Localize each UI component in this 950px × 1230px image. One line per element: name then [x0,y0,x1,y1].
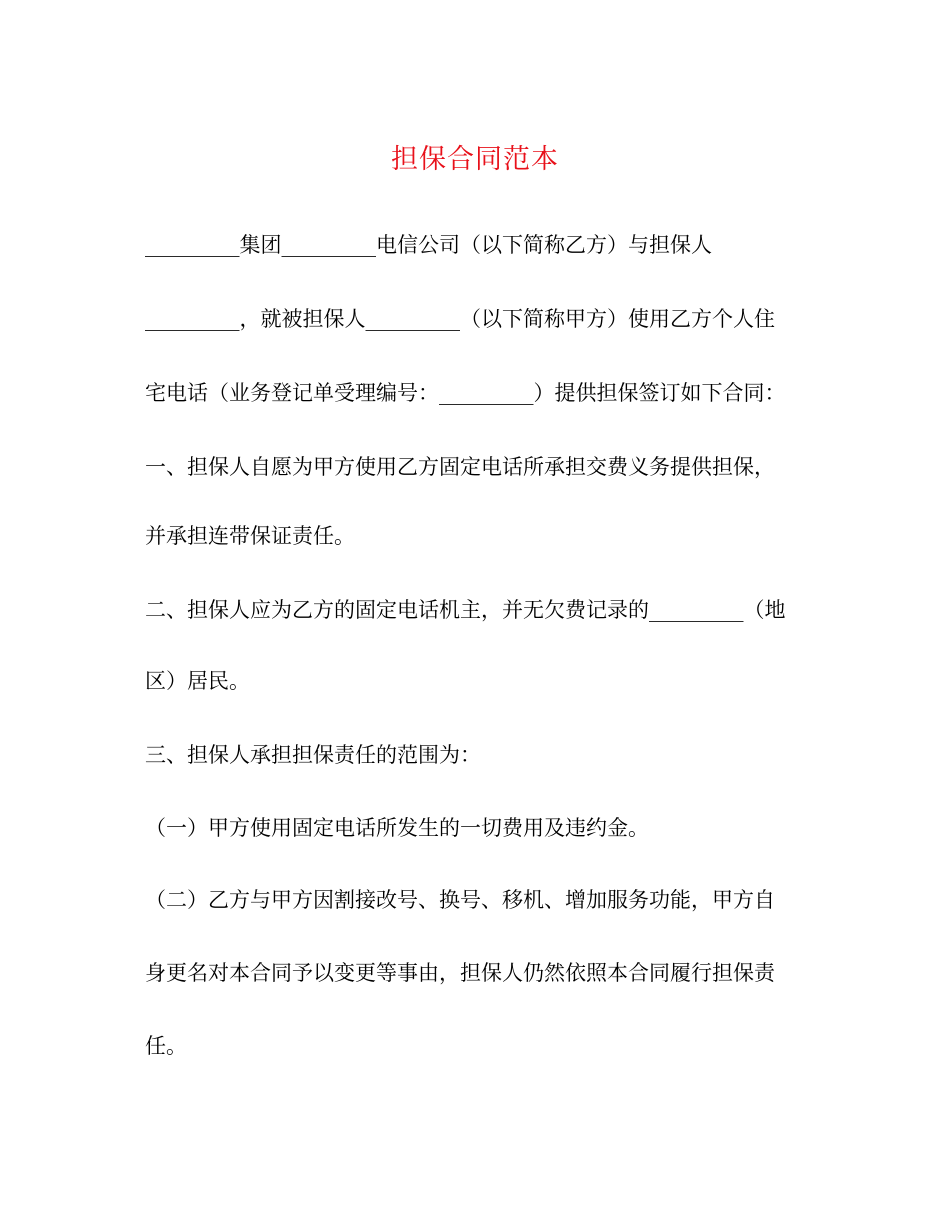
paragraph-line: 一、担保人自愿为甲方使用乙方固定电话所承担交费义务提供担保， [145,455,775,479]
paragraph-line: 并承担连带保证责任。 [145,524,355,548]
paragraph-line: 区）居民。 [145,669,250,693]
paragraph-line: （二）乙方与甲方因割接改号、换号、移机、增加服务功能，甲方自 [145,888,775,912]
paragraph-line: _________，就被担保人_________（以下简称甲方）使用乙方个人住 [145,307,775,331]
paragraph-line: （一）甲方使用固定电话所发生的一切费用及违约金。 [145,816,649,840]
paragraph-line: 三、担保人承担担保责任的范围为： [145,743,481,767]
paragraph-line: 二、担保人应为乙方的固定电话机主，并无欠费记录的_________（地 [145,598,786,622]
paragraph-line: 身更名对本合同予以变更等事由，担保人仍然依照本合同履行担保责 [145,961,775,985]
paragraph-line: 任。 [145,1034,187,1058]
paragraph-line: 宅电话（业务登记单受理编号：_________）提供担保签订如下合同： [145,381,786,405]
paragraph-line: _________集团_________电信公司（以下简称乙方）与担保人 [145,233,712,257]
document-title: 担保合同范本 [391,144,559,175]
